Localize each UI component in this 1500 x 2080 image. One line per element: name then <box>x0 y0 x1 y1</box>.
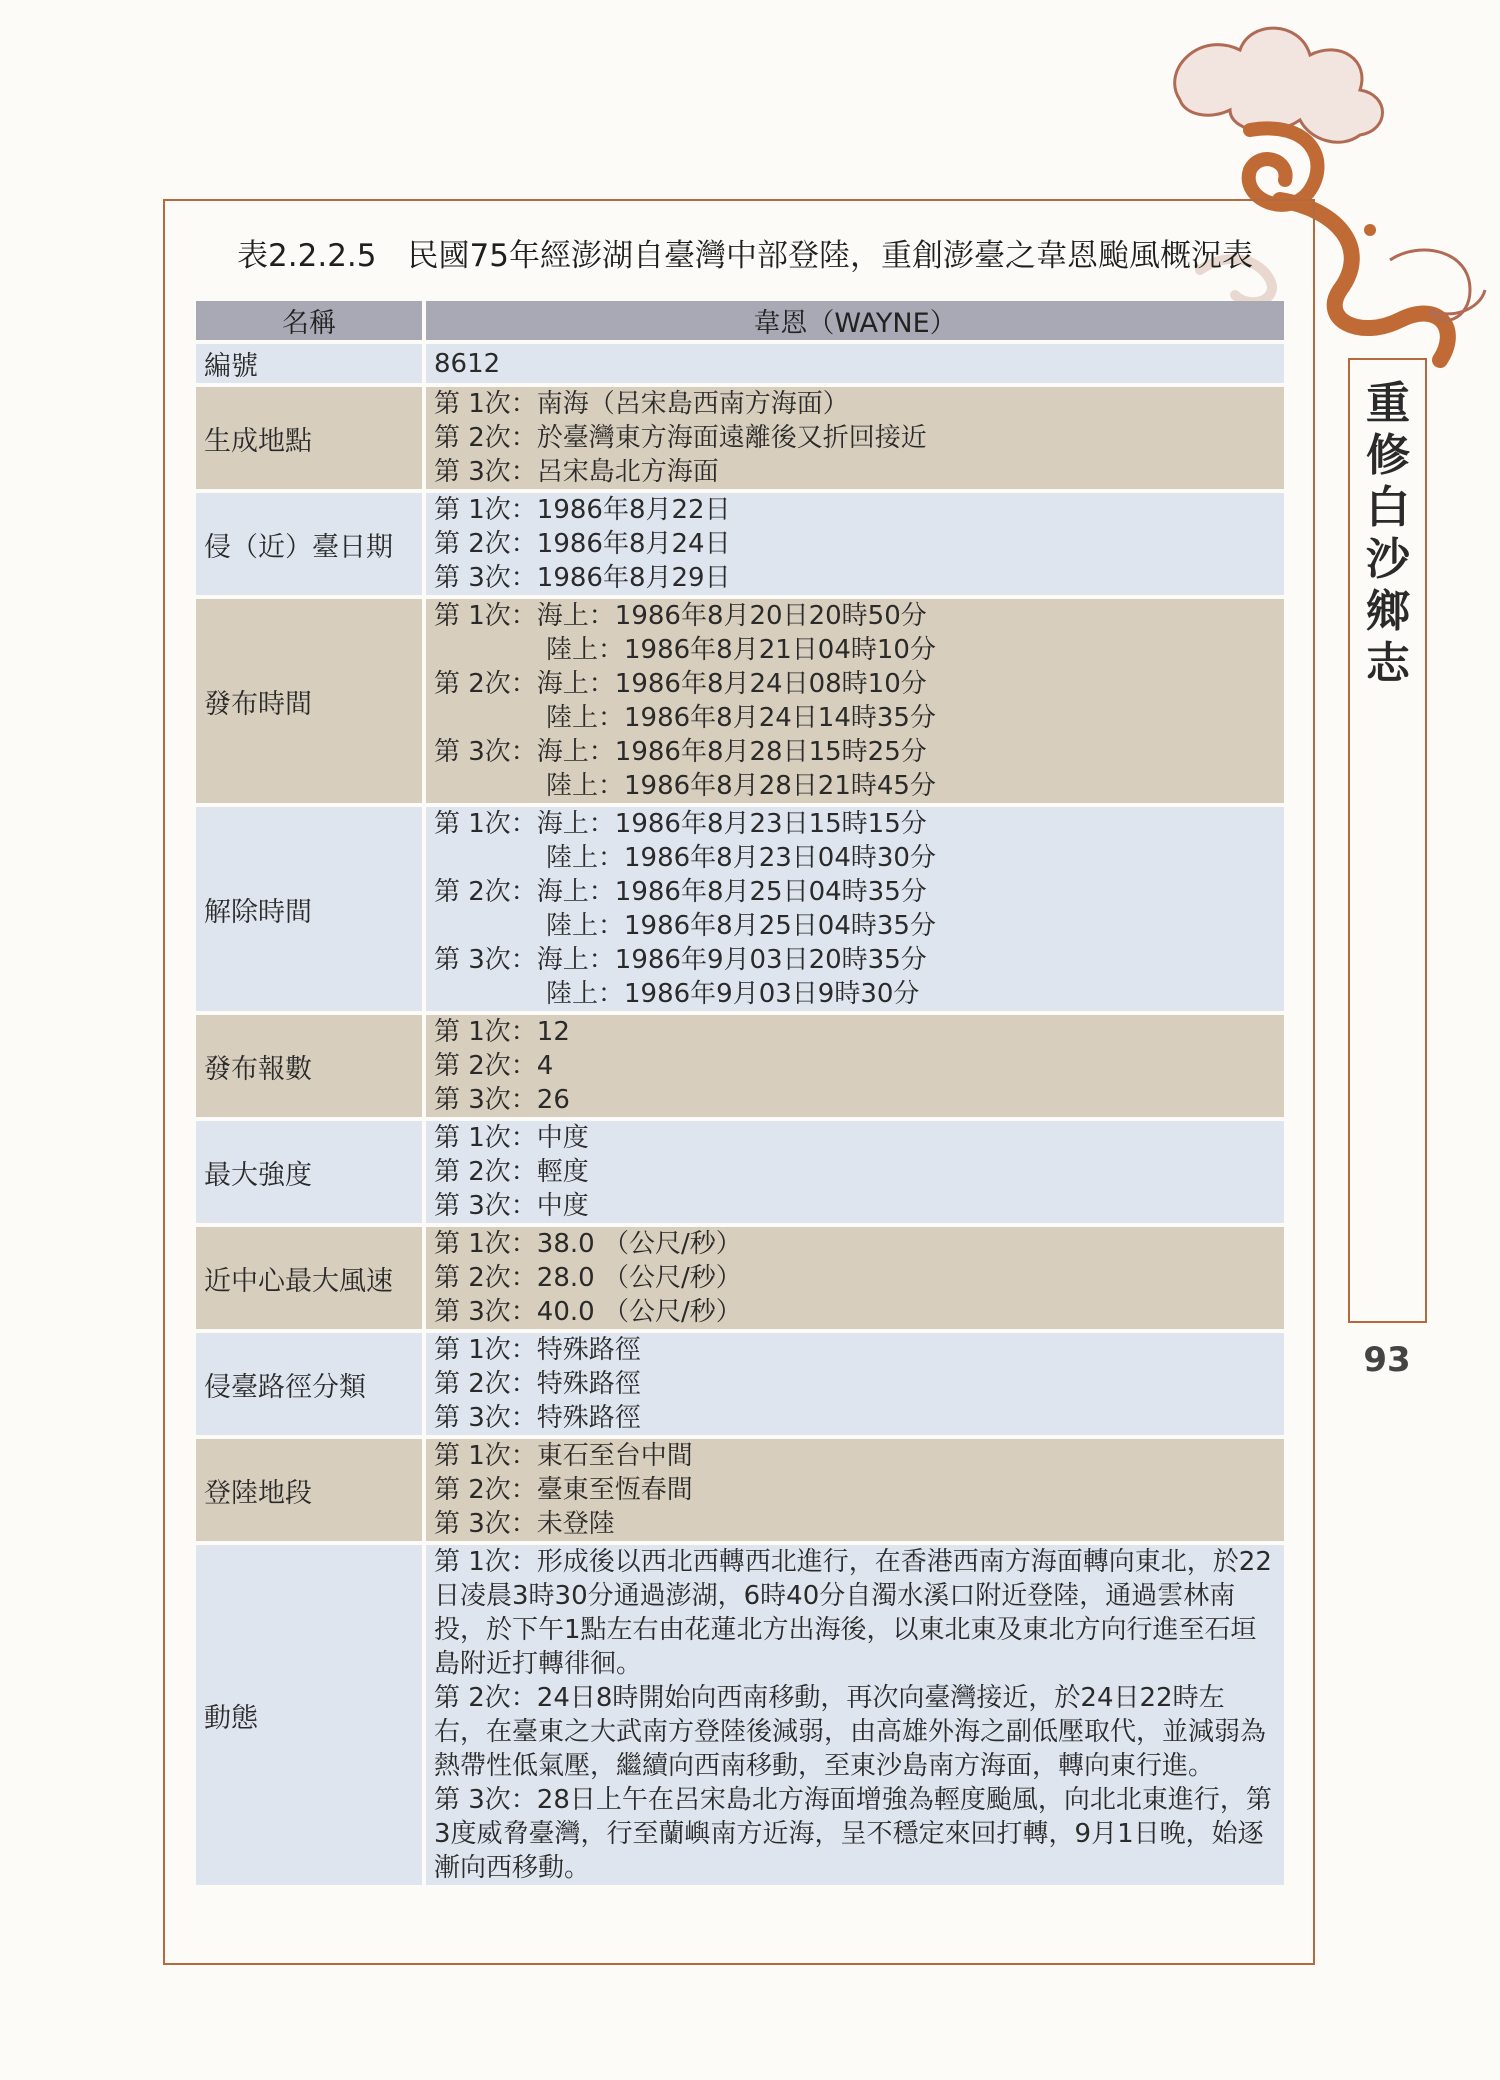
row-value: 第 1次：南海（呂宋島西南方海面） 第 2次：於臺灣東方海面遠離後又折回接近 第 3次：呂宋島北方海面 <box>426 387 1284 489</box>
row-value: 第 1次：特殊路徑 第 2次：特殊路徑 第 3次：特殊路徑 <box>426 1333 1284 1435</box>
row-label: 編號 <box>196 344 426 383</box>
row-value: 第 1次：形成後以西北西轉西北進行，在香港西南方海面轉向東北，於22日凌晨3時30分通過澎湖，6時40分自濁水溪口附近登陸，通過雲林南投，於下午1點左右由花蓮北方出海後，以東北東及東北方向行進至石垣島附近打轉徘徊。 第 2次：24日8時開始向西南移動，再次向臺灣接近，於24日22時左右，在臺東之大武南方登陸後減弱，由高雄外海之副低壓取代，並減弱為熱帶性低氣壓，繼續向西南移動，至東沙島南方海面，轉向東行進。 第 3次：28日上午在呂宋島北方海面增強為輕度颱風，向北北東進行，第3度威脅臺灣，行至蘭嶼南方近海，呈不穩定來回打轉，9月1日晚，始逐漸向西移動。 <box>426 1545 1284 1885</box>
table-row <box>196 1015 1284 1117</box>
row-value: 第 1次：海上：1986年8月20日20時50分 陸上：1986年8月21日04時10分 第 2次：海上：1986年8月24日08時10分 陸上：1986年8月24日14時35分 第 3次：海上：1986年8月28日15時25分 陸上：1986年8月28日21時45分 <box>426 599 1284 803</box>
row-value: 8612 <box>426 344 1284 383</box>
table-row <box>196 599 1284 803</box>
row-label: 解除時間 <box>196 807 426 1011</box>
book-title-vertical: 重修白沙鄉志 <box>1366 378 1410 689</box>
table-row <box>196 1439 1284 1541</box>
row-label: 最大強度 <box>196 1121 426 1223</box>
page-number: 93 <box>1363 1340 1411 1380</box>
row-label: 近中心最大風速 <box>196 1227 426 1329</box>
row-value: 第 1次：12 第 2次：4 第 3次：26 <box>426 1015 1284 1117</box>
row-label: 侵臺路徑分類 <box>196 1333 426 1435</box>
typhoon-summary-table <box>196 297 1284 1889</box>
table-row <box>196 807 1284 1011</box>
row-label: 侵（近）臺日期 <box>196 493 426 595</box>
row-value: 第 1次：中度 第 2次：輕度 第 3次：中度 <box>426 1121 1284 1223</box>
row-value: 第 1次：38.0 （公尺/秒） 第 2次：28.0 （公尺/秒） 第 3次：40.0 （公尺/秒） <box>426 1227 1284 1329</box>
table-row <box>196 493 1284 595</box>
row-label: 發布時間 <box>196 599 426 803</box>
table-row <box>196 1545 1284 1885</box>
table-row <box>196 344 1284 383</box>
table-row <box>196 1227 1284 1329</box>
row-value: 第 1次：1986年8月22日 第 2次：1986年8月24日 第 3次：1986年8月29日 <box>426 493 1284 595</box>
header-value: 韋恩（WAYNE） <box>426 301 1284 340</box>
table-row <box>196 1121 1284 1223</box>
row-label: 登陸地段 <box>196 1439 426 1541</box>
table-title: 表2.2.2.5 民國75年經澎湖自臺灣中部登陸，重創澎臺之韋恩颱風概況表 <box>237 238 1253 274</box>
row-label: 生成地點 <box>196 387 426 489</box>
row-label: 動態 <box>196 1545 426 1885</box>
header-name: 名稱 <box>196 301 426 340</box>
table-row <box>196 1333 1284 1435</box>
table-header-row <box>196 301 1284 340</box>
row-label: 發布報數 <box>196 1015 426 1117</box>
row-value: 第 1次：海上：1986年8月23日15時15分 陸上：1986年8月23日04時30分 第 2次：海上：1986年8月25日04時35分 陸上：1986年8月25日04時35分 第 3次：海上：1986年9月03日20時35分 陸上：1986年9月03日9時30分 <box>426 807 1284 1011</box>
table-row <box>196 387 1284 489</box>
row-value: 第 1次：東石至台中間 第 2次：臺東至恆春間 第 3次：未登陸 <box>426 1439 1284 1541</box>
